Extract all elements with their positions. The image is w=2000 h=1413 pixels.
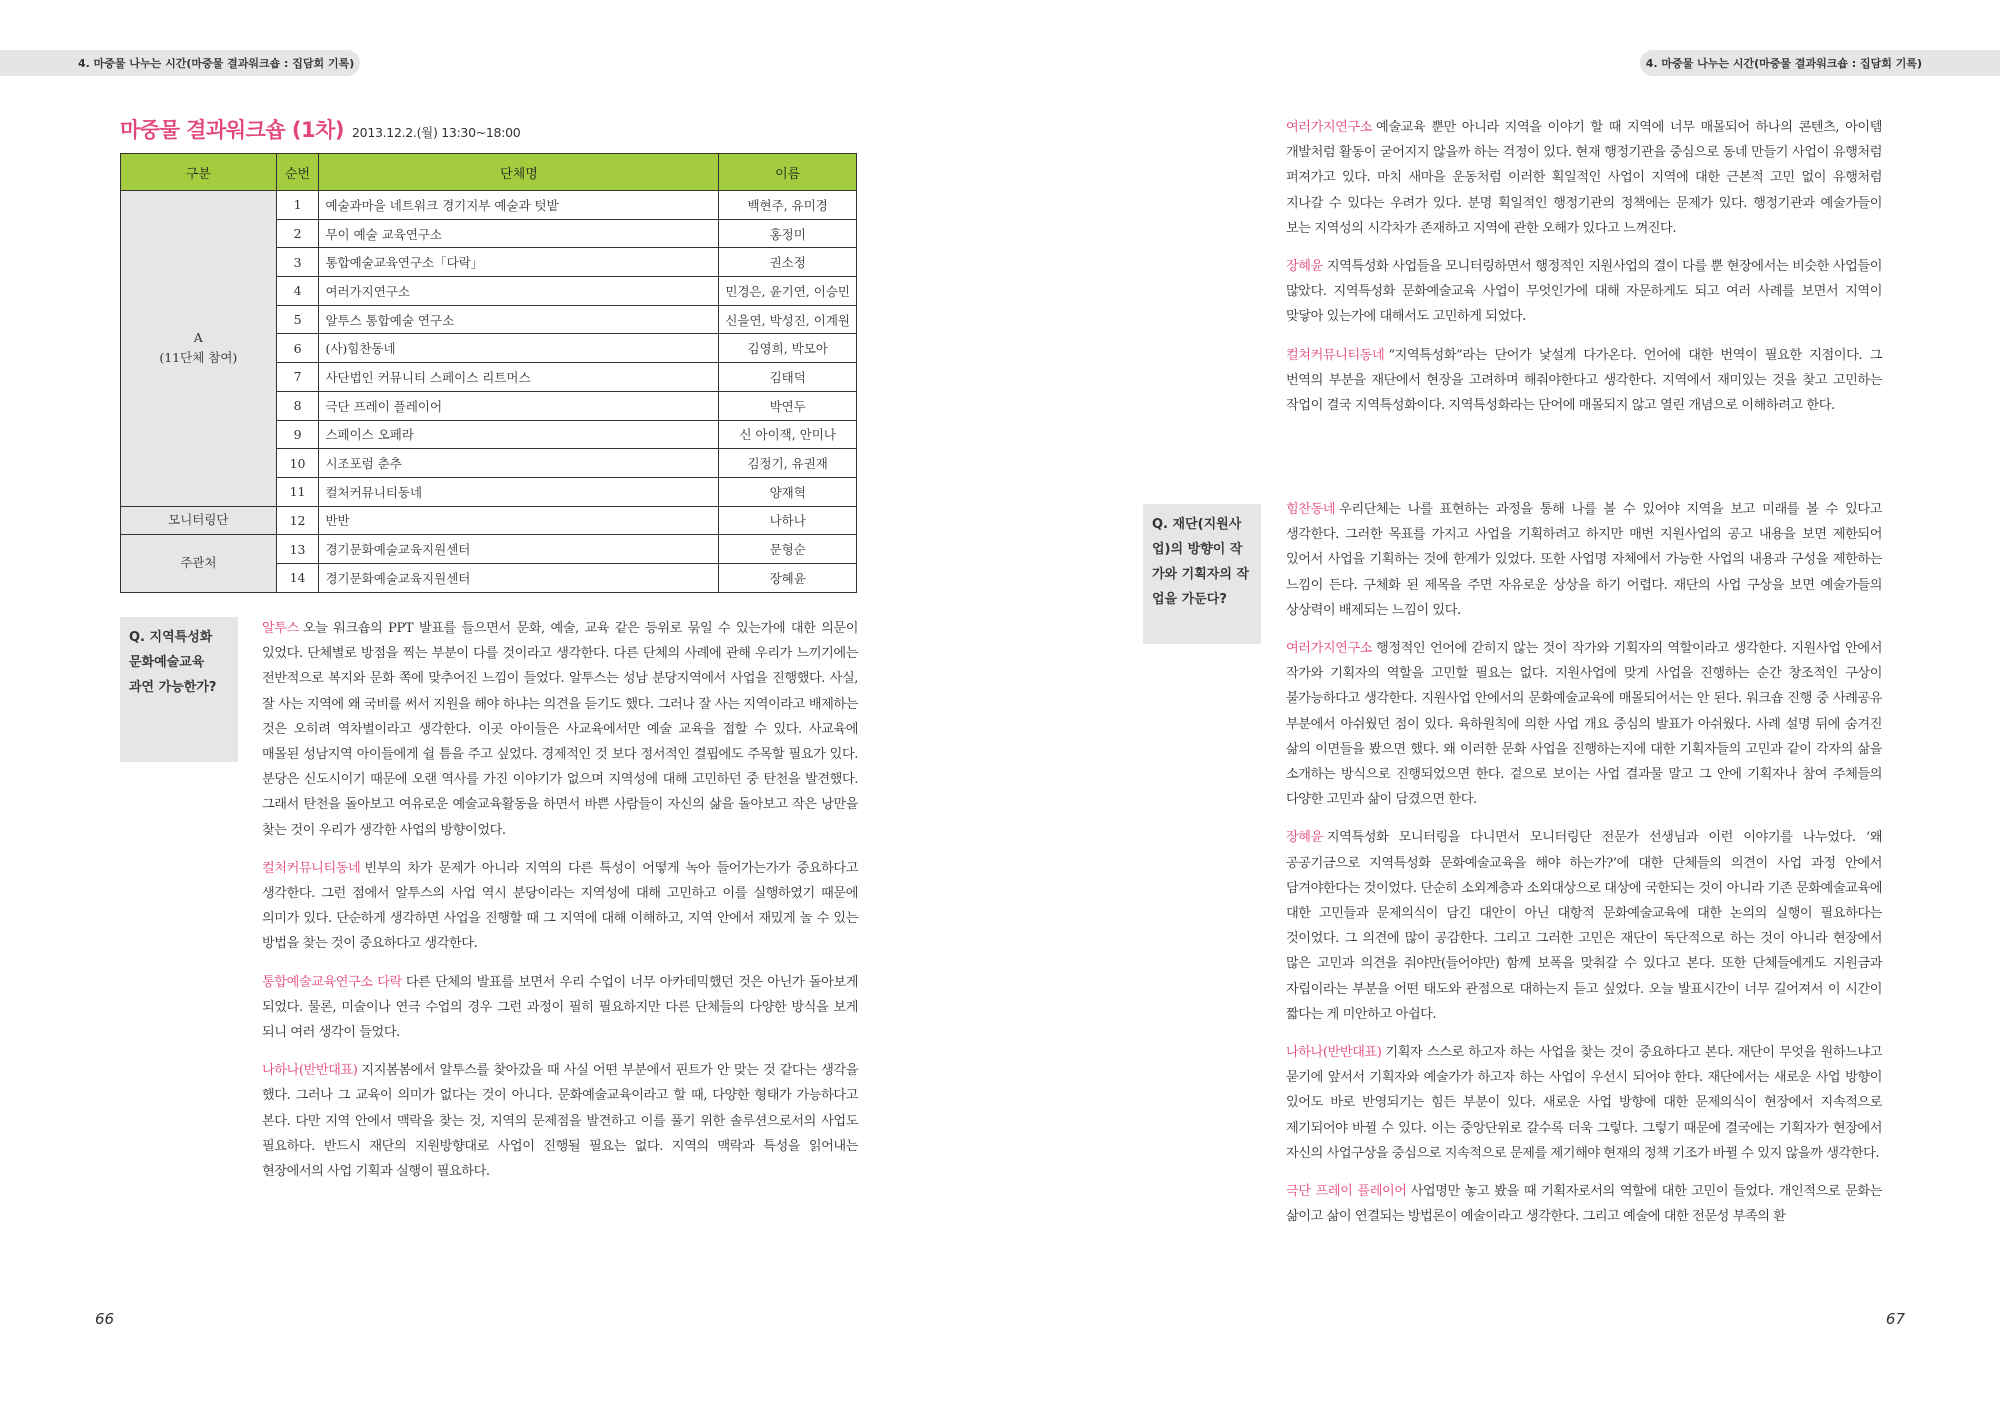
- group-cell: 주관처: [121, 535, 277, 592]
- group-cell: A (11단체 참여): [121, 191, 277, 507]
- org-name-cell: 무이 예술 교육연구소: [319, 219, 719, 248]
- speaker-label: 힘찬동네: [1286, 502, 1336, 517]
- paragraph-text: 우리단체는 나를 표현하는 과정을 통해 나를 볼 수 있어야 지역을 보고 미래를 볼 수 있다고 생각한다. 그러한 목표를 가지고 사업을 기획하려고 하지만 매번 지원사업의 공고 내용을 보면 제한되어 있어서 사업을 기획하는 것에 한계가 있었다. 또한 사업명 자체에서 가능한 사업의 내용과 구성을 제한하는 느낌이 든다. 구체화 된 제목을 주면 자유로운 상상을 하기 어렵다. 재단의 사업 구상을 보면 예술가들의 상상력이 배제되는 느낌이 있다.: [1286, 502, 1882, 618]
- discussion-paragraph: [1286, 343, 1882, 419]
- col-header-group: 구분: [121, 154, 277, 191]
- paragraph-text: 빈부의 차가 문제가 아니라 지역의 다른 특성이 어떻게 녹아 들어가는가가 중요하다고 생각한다. 그런 점에서 알투스의 사업 역시 분당이라는 지역성에 대해 고민하고 이를 실행하였기 때문에 의미가 있다. 단순하게 생각하면 사업을 진행할 때 그 지역에 대해 이해하고, 지역 안에서 재밌게 놀 수 있는 방법을 찾는 것이 중요하다고 생각한다.: [262, 860, 858, 952]
- person-name-cell: 나하나: [719, 506, 857, 535]
- person-name-cell: 장혜윤: [719, 563, 857, 592]
- row-number-cell: 10: [276, 449, 319, 478]
- row-number-cell: 7: [276, 363, 319, 392]
- page-number-right: 67: [1885, 1310, 1905, 1328]
- discussion-paragraph: [1286, 1179, 1882, 1229]
- discussion-paragraph: [1286, 254, 1882, 330]
- speaker-label: 나하나(반반대표): [262, 1063, 358, 1079]
- discussion-paragraph: [262, 1058, 858, 1184]
- paragraph-text: 예술교육 뿐만 아니라 지역을 이야기 할 때 지역에 너무 매몰되어 하나의 콘텐츠, 아이템 개발처럼 활동이 굳어지지 않을까 하는 걱정이 있다. 현재 행정기관을 중심으로 동네 만들기 사업이 유행처럼 퍼져가고 있다. 마치 새마을 운동처럼 이러한 획일적인 사업이 지역에 대한 근본적 고민 없이 유행처럼 지나갈 수 있다는 우려가 있다. 분명 획일적인 행정기관의 정책에는 문제가 있다. 행정기관과 예술가들이 보는 지역성의 시각차가 존재하고 지역에 관한 오해가 있다고 느껴진다.: [1286, 120, 1882, 236]
- table-row: [121, 506, 857, 535]
- row-number-cell: 6: [276, 334, 319, 363]
- person-name-cell: 신을연, 박성진, 이계원: [719, 305, 857, 334]
- table-row: [121, 191, 857, 220]
- row-number-cell: 14: [276, 563, 319, 592]
- person-name-cell: 백현주, 유미경: [719, 191, 857, 220]
- discussion-paragraph: [1286, 497, 1882, 623]
- discussion-paragraph: [1286, 636, 1882, 812]
- speaker-label: 알투스: [262, 621, 299, 636]
- row-number-cell: 2: [276, 219, 319, 248]
- speaker-label: 통합예술교육연구소 다락: [262, 974, 402, 990]
- left-running-header: 4. 마중물 나누는 시간(마중물 결과워크숍 : 집담회 기록): [0, 50, 360, 76]
- col-header-org: 단체명: [319, 154, 719, 191]
- discussion-paragraph: [1286, 825, 1882, 1027]
- speaker-label: 나하나(반반대표): [1286, 1045, 1382, 1061]
- org-name-cell: 알투스 통합예술 연구소: [319, 305, 719, 334]
- participants-table: [120, 153, 857, 593]
- right-page: [1000, 0, 2000, 1413]
- paragraph-text: 사업명만 놓고 봤을 때 기획자로서의 역할에 대한 고민이 들었다. 개인적으로 문화는 삶이고 삶이 연결되는 방법론이 예술이라고 생각한다. 그리고 예술에 대한 전문성 부족의 환: [1286, 1184, 1882, 1225]
- org-name-cell: 통합예술교육연구소「다락」: [319, 248, 719, 277]
- col-header-name: 이름: [719, 154, 857, 191]
- paragraph-text: “지역특성화”라는 단어가 낯설게 다가온다. 언어에 대한 번역이 필요한 지점이다. 그 번역의 부분을 재단에서 현장을 고려하며 해줘야한다고 생각한다. 지역에서 재미있는 것을 찾고 고민하는 작업이 결국 지역특성화이다. 지역특성화라는 단어에 매몰되지 않고 열린 개념으로 이해하려고 한다.: [1286, 347, 1882, 414]
- discussion-paragraph: [262, 856, 858, 957]
- paragraph-text: 다른 단체의 발표를 보면서 우리 수업이 너무 아카데믹했던 것은 아닌가 돌아보게 되었다. 물론, 미술이나 연극 수업의 경우 그런 과정이 필히 필요하지만 다른 단체들의 다양한 방식을 보게 되니 여러 생각이 들었다.: [262, 974, 858, 1041]
- person-name-cell: 양재혁: [719, 477, 857, 506]
- paragraph-text: 지지봄봄에서 알투스를 찾아갔을 때 사실 어떤 부분에서 핀트가 안 맞는 것 같다는 생각을 했다. 그러나 그 교육이 의미가 없다는 것이 아니다. 문화예술교육이라고 할 때, 다양한 형태가 가능하다고 본다. 다만 지역 안에서 맥락을 찾는 것, 지역의 문제점을 발견하고 이를 풀기 위한 솔루션으로서의 사업도 필요하다. 반드시 재단의 지원방향대로 사업이 진행될 필요는 없다. 지역의 맥락과 특성을 읽어내는 현장에서의 사업 기획과 실행이 필요하다.: [262, 1063, 858, 1180]
- person-name-cell: 김태덕: [719, 363, 857, 392]
- right-running-header: 4. 마중물 나누는 시간(마중물 결과워크숍 : 집담회 기록): [1640, 50, 2000, 76]
- group-cell: 모니터링단: [121, 506, 277, 535]
- person-name-cell: 김영희, 박모아: [719, 334, 857, 363]
- person-name-cell: 박연두: [719, 391, 857, 420]
- org-name-cell: 반반: [319, 506, 719, 535]
- left-discussion-text: [262, 616, 858, 1197]
- org-name-cell: (사)힘찬동네: [319, 334, 719, 363]
- row-number-cell: 12: [276, 506, 319, 535]
- question-box-left: Q. 지역특성화 문화예술교육 과연 가능한가?: [120, 617, 238, 762]
- row-number-cell: 8: [276, 391, 319, 420]
- question-box-right: Q. 재단(지원사 업)의 방향이 작 가와 기획자의 작 업을 가둔다?: [1143, 504, 1261, 644]
- section-title-row: [120, 114, 520, 144]
- speaker-label: 컬쳐커뮤니티동네: [1286, 347, 1385, 363]
- org-name-cell: 경기문화예술교육지원센터: [319, 563, 719, 592]
- row-number-cell: 5: [276, 305, 319, 334]
- speaker-label: 극단 프레이 플레이어: [1286, 1184, 1407, 1200]
- speaker-label: 여러가지연구소: [1286, 641, 1373, 657]
- right-discussion-bottom: [1286, 497, 1882, 1242]
- table-row: [121, 535, 857, 564]
- paragraph-text: 지역특성화 사업들을 모니터링하면서 행정적인 지원사업의 결이 다를 뿐 현장에서는 비슷한 사업들이 많았다. 지역특성화 문화예술교육 사업이 무엇인가에 대해 자문하게도 되고 여러 사례를 보면서 지역이 맞닿아 있는가에 대해서도 고민하게 되었다.: [1286, 259, 1882, 325]
- org-name-cell: 스페이스 오페라: [319, 420, 719, 449]
- row-number-cell: 11: [276, 477, 319, 506]
- discussion-paragraph: [262, 616, 858, 843]
- discussion-paragraph: [1286, 1040, 1882, 1166]
- speaker-label: 장혜윤: [1286, 259, 1323, 275]
- paragraph-text: 오늘 워크숍의 PPT 발표를 들으면서 문화, 예술, 교육 같은 등위로 묶일 수 있는가에 대한 의문이 있었다. 단체별로 방점을 찍는 부분이 다를 것이라고 생각한다. 다른 단체의 사례에 관해 우리가 느끼기에는 전반적으로 복지와 문화 쪽에 맞추어진 느낌이 들었다. 알투스는 성남 분당지역에서 사업을 진행했다. 사실, 잘 사는 지역에 왜 국비를 써서 지원을 해야 하냐는 의견을 듣기도 했다. 그러나 잘 사는 지역이라고 배제하는 것은 오히려 역차별이라고 생각한다. 이곳 아이들은 사교육에서만 예술 교육을 접할 수 있다. 사교육에 매몰된 성남지역 아이들에게 쉴 틈을 주고 싶었다. 경제적인 것 보다 정서적인 결핍에도 주목할 필요가 있다. 분당은 신도시이기 때문에 오랜 역사를 가진 이야기가 없으며 지역성에 대해 고민하던 중 탄천을 발견했다. 그래서 탄천을 돌아보고 여유로운 예술교육활동을 하면서 바쁜 사람들이 자신의 삶을 돌아보고 작은 낭만을 찾는 것이 우리가 생각한 사업의 방향이었다.: [262, 621, 858, 838]
- org-name-cell: 여러가지연구소: [319, 277, 719, 306]
- paragraph-text: 지역특성화 모니터링을 다니면서 모니터링단 전문가 선생님과 이런 이야기를 나누었다. ‘왜 공공기금으로 지역특성화 문화예술교육을 해야 하는가?’에 대한 단체들의 의견이 사업 과정 안에서 담겨야한다는 것이었다. 단순히 소외계층과 소외대상으로 대상에 국한되는 것이 아니라 기존 문화예술교육에 대한 고민들과 문제의식이 담긴 대안이 아닌 대항적 문화예술교육에 대한 논의의 실행이 필요하다는 것이었다. 그 의견에 많이 공감한다. 그리고 그러한 고민은 재단이 독단적으로 하는 것이 아니라 현장에서 많은 고민과 의견을 줘야만(들어야만) 함께 보폭을 맞춰갈 수 있다고 본다. 또한 단체들에게도 지원금과 자립이라는 부분을 어떤 태도와 관점으로 대하는지 듣고 싶었다. 오늘 발표시간이 너무 길어져서 이 시간이 짧다는 게 미안하고 아쉽다.: [1286, 830, 1882, 1022]
- person-name-cell: 권소정: [719, 248, 857, 277]
- page-number-left: 66: [95, 1310, 115, 1328]
- org-name-cell: 경기문화예술교육지원센터: [319, 535, 719, 564]
- discussion-paragraph: [1286, 115, 1882, 241]
- speaker-label: 컬처커뮤니티동네: [262, 860, 361, 876]
- person-name-cell: 신 아이잭, 안미나: [719, 420, 857, 449]
- person-name-cell: 문형순: [719, 535, 857, 564]
- row-number-cell: 13: [276, 535, 319, 564]
- right-discussion-top: [1286, 115, 1882, 431]
- org-name-cell: 극단 프레이 플레이어: [319, 391, 719, 420]
- person-name-cell: 김정기, 유권재: [719, 449, 857, 478]
- row-number-cell: 3: [276, 248, 319, 277]
- org-name-cell: 사단법인 커뮤니티 스페이스 리트머스: [319, 363, 719, 392]
- table-header-row: [121, 154, 857, 191]
- speaker-label: 여러가지연구소: [1286, 120, 1373, 135]
- section-date: 2013.12.2.(월) 13:30~18:00: [352, 125, 521, 140]
- row-number-cell: 4: [276, 277, 319, 306]
- person-name-cell: 홍정미: [719, 219, 857, 248]
- org-name-cell: 컬처커뮤니티동네: [319, 477, 719, 506]
- org-name-cell: 예술과마을 네트워크 경기지부 예술과 텃밭: [319, 191, 719, 220]
- col-header-no: 순번: [276, 154, 319, 191]
- paragraph-text: 행정적인 언어에 갇히지 않는 것이 작가와 기획자의 역할이라고 생각한다. 지원사업 안에서 작가와 기획자의 역할을 고민할 필요는 없다. 지원사업에 맞게 사업을 진행하는 순간 창조적인 구상이 불가능하다고 생각한다. 지원사업 안에서의 문화예술교육에 매몰되어서는 안 된다. 워크숍 진행 중 사례공유 부분에서 아쉬웠던 점이 있다. 육하원칙에 의한 사업 개요 중심의 발표가 아쉬웠다. 사례 설명 뒤에 숨겨진 삶의 이면들을 봤으면 했다. 왜 이러한 문화 사업을 진행하는지에 대한 기획자들의 고민과 같이 각자의 삶을 소개하는 방식으로 진행되었으면 한다. 겉으로 보이는 사업 결과물 말고 그 안에 기획자나 참여 주체들의 다양한 고민과 삶이 담겼으면 한다.: [1286, 641, 1882, 808]
- speaker-label: 장혜윤: [1286, 830, 1323, 846]
- discussion-paragraph: [262, 970, 858, 1046]
- row-number-cell: 9: [276, 420, 319, 449]
- person-name-cell: 민경은, 윤기연, 이승민: [719, 277, 857, 306]
- section-title: 마중물 결과워크숍 (1차): [120, 118, 345, 142]
- paragraph-text: 기획자 스스로 하고자 하는 사업을 찾는 것이 중요하다고 본다. 재단이 무엇을 원하느냐고 묻기에 앞서서 기획자와 예술가가 하고자 하는 사업이 우선시 되어야 한다. 재단에서는 새로운 사업 방향이 있어도 바로 반영되기는 힘든 부분이 있다. 새로운 사업 방향에 대한 문제의식이 현장에서 지속적으로 제기되어야 바뀔 수 있다. 이는 중앙단위로 갈수록 더욱 그렇다. 그렇기 때문에 결국에는 기획자가 현장에서 자신의 사업구상을 중심으로 지속적으로 문제를 제기해야 현재의 정책 기조가 바뀔 수 있지 않을까 생각한다.: [1286, 1045, 1882, 1161]
- row-number-cell: 1: [276, 191, 319, 220]
- org-name-cell: 시조포럼 춘추: [319, 449, 719, 478]
